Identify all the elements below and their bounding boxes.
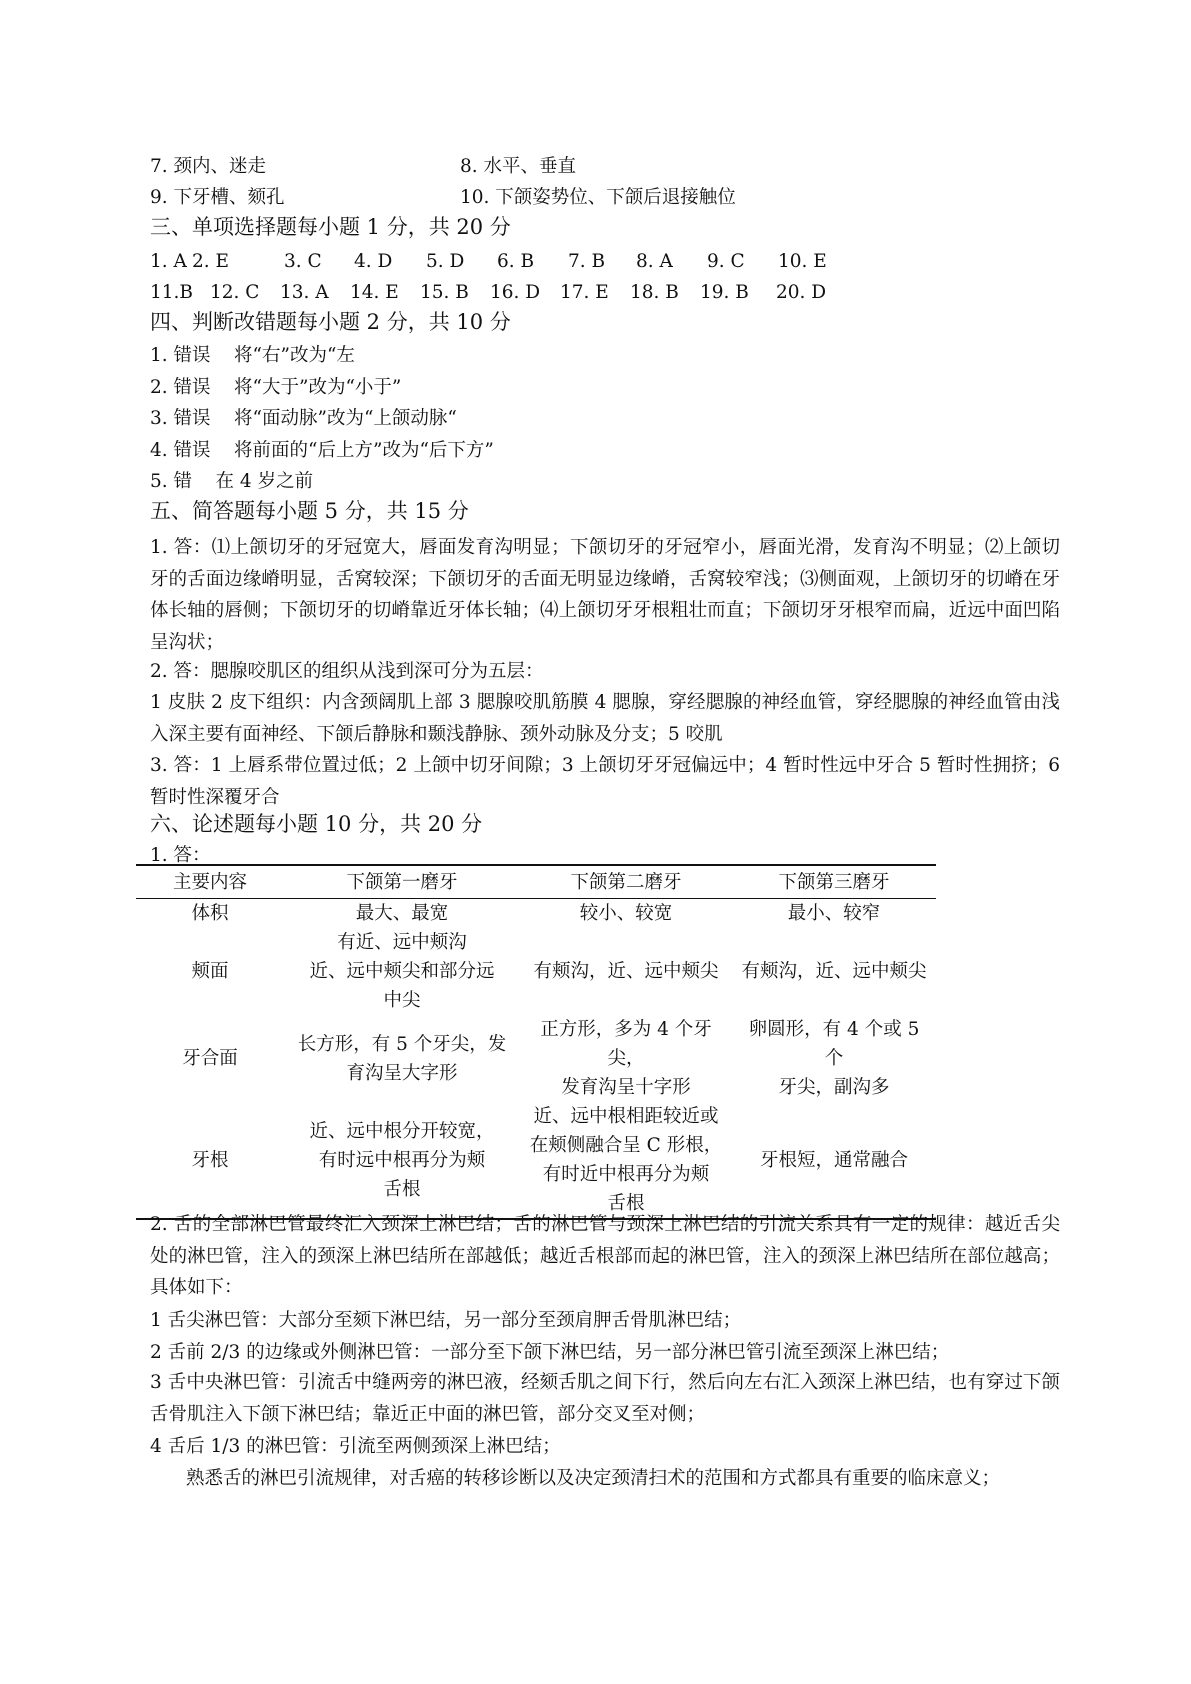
- table-header-cell: 下颌第三磨牙: [778, 871, 890, 893]
- table-row: [136, 928, 936, 1015]
- choice-answer: 14. E: [350, 282, 399, 303]
- lymph-item-4: 4 舌后 1/3 的淋巴管：引流至两侧颈深上淋巴结；: [150, 1436, 561, 1457]
- section-4-heading: 四、判断改错题每小题 2 分，共 10 分: [150, 310, 511, 334]
- table-cell: 近、远中根分开较宽， 有时远中根再分为颊 舌根: [309, 1120, 495, 1200]
- table-cell: 牙合面: [182, 1048, 238, 1069]
- table-cell: 有近、远中颊沟 近、远中颊尖和部分远 中尖: [309, 932, 495, 1011]
- short-answer-3: 3. 答：1 上唇系带位置过低；2 上颌中切牙间隙；3 上颌切牙牙冠偏远中；4 暂时性远中牙合 5 暂时性拥挤；6 暂时性深覆牙合: [150, 755, 1060, 808]
- table-cell: 长方形，有 5 个牙尖，发 育沟呈大字形: [297, 1033, 507, 1084]
- correction-answer: 2. 错误 将“大于”改为“小于”: [150, 377, 402, 398]
- choice-answer: 11.B: [150, 282, 194, 303]
- fill-in-answer-10: 10. 下颌姿势位、下颌后退接触位: [460, 187, 736, 208]
- choice-answer: 4. D: [354, 251, 393, 272]
- essay-answer-1-title: 1. 答：: [150, 845, 211, 866]
- table-cell: 颊面: [191, 961, 229, 982]
- clinical-significance: 熟悉舌的淋巴引流规律，对舌癌的转移诊断以及决定颈清扫术的范围和方式都具有重要的临床意义；: [186, 1468, 1001, 1489]
- choice-answer: 6. B: [497, 251, 535, 272]
- table-row: [136, 1015, 936, 1102]
- section-3-heading: 三、单项选择题每小题 1 分，共 20 分: [150, 215, 511, 239]
- table-cell: 有颊沟，近、远中颊尖: [741, 961, 927, 982]
- choice-answer: 5. D: [426, 251, 465, 272]
- table-cell: 体积: [191, 903, 229, 924]
- choice-answer: 8. A: [636, 251, 673, 272]
- choice-answer: 9. C: [707, 251, 745, 272]
- table-row: [136, 1102, 936, 1219]
- table-cell: 卵圆形，有 4 个或 5 个 牙尖，副沟多: [748, 1019, 920, 1098]
- choice-answer: 3. C: [284, 251, 322, 272]
- choice-answer: 1. A: [150, 251, 187, 272]
- short-answer-2-body: 1 皮肤 2 皮下组织：内含颈阔肌上部 3 腮腺咬肌筋膜 4 腮腺，穿经腮腺的神经血管，穿经腮腺的神经血管由浅入深主要有面神经、下颌后静脉和颞浅静脉、颈外动脉及分支；5 咬肌: [150, 692, 1060, 745]
- choice-answer: 16. D: [490, 282, 541, 303]
- lymph-item-2: 2 舌前 2/3 的边缘或外侧淋巴管：一部分至下颌下淋巴结，另一部分淋巴管引流至颈深上淋巴结；: [150, 1342, 950, 1363]
- choice-answer: 20. D: [776, 282, 827, 303]
- correction-answer: 3. 错误 将“面动脉”改为“上颌动脉“: [150, 408, 457, 429]
- choice-answer: 17. E: [560, 282, 609, 303]
- table-row: [136, 899, 936, 929]
- choice-answer: 12. C: [210, 282, 260, 303]
- section-5-heading: 五、简答题每小题 5 分，共 15 分: [150, 499, 469, 523]
- fill-in-answer-9: 9. 下牙槽、颏孔: [150, 187, 285, 208]
- section-6-heading: 六、论述题每小题 10 分，共 20 分: [150, 812, 483, 836]
- essay-answer-2-intro: 2. 舌的全部淋巴管最终汇入颈深上淋巴结；舌的淋巴管与颈深上淋巴结的引流关系具有一定的规律：越近舌尖处的淋巴管，注入的颈深上淋巴结所在部越低；越近舌根部而起的淋巴管，注入的颈深上淋巴结所在部位越高；具体如下：: [150, 1214, 1060, 1298]
- table-cell: 较小、较宽: [579, 903, 673, 924]
- table-header-cell: 主要内容: [172, 871, 247, 893]
- fill-in-answer-8: 8. 水平、垂直: [460, 156, 577, 177]
- choice-answer: 10. E: [778, 251, 827, 272]
- table-cell: 牙根: [191, 1149, 229, 1171]
- short-answer-2-title: 2. 答：腮腺咬肌区的组织从浅到深可分为五层：: [150, 661, 544, 682]
- table-cell: 有颊沟，近、远中颊尖: [533, 961, 719, 982]
- molar-comparison-table: [136, 864, 936, 1220]
- table-header-row: [136, 865, 936, 899]
- fill-in-answer-7: 7. 颈内、迷走: [150, 156, 267, 177]
- choice-answer: 18. B: [630, 282, 679, 303]
- correction-answer: 4. 错误 将前面的“后上方”改为“后下方”: [150, 440, 494, 461]
- choice-answer: 2. E: [192, 251, 230, 272]
- lymph-item-1: 1 舌尖淋巴管：大部分至颏下淋巴结，另一部分至颈肩胛舌骨肌淋巴结；: [150, 1310, 742, 1331]
- short-answer-1: 1. 答：⑴上颌切牙的牙冠宽大，唇面发育沟明显；下颌切牙的牙冠窄小，唇面光滑，发育沟不明显；⑵上颌切牙的舌面边缘嵴明显，舌窝较深；下颌切牙的舌面无明显边缘嵴，舌窝较窄浅；⑶侧面观，上颌切牙的切嵴在牙体长轴的唇侧；下颌切牙的切嵴靠近牙体长轴；⑷上颌切牙牙根粗壮而直；下颌切牙牙根窄而扁，近远中面凹陷呈沟状；: [150, 537, 1060, 653]
- table-cell: 正方形，多为 4 个牙尖， 发育沟呈十字形: [540, 1019, 712, 1098]
- choice-answer: 7. B: [568, 251, 606, 272]
- correction-answer: 5. 错 在 4 岁之前: [150, 471, 314, 492]
- table-cell: 最大、最宽: [355, 903, 449, 924]
- table-header-cell: 下颌第二磨牙: [570, 871, 682, 893]
- table-cell: 近、远中根相距较近或 在颊侧融合呈 C 形根， 有时近中根再分为颊 舌根: [529, 1106, 723, 1214]
- table-cell: 最小、较窄: [787, 903, 881, 924]
- table-cell: 牙根短，通常融合: [759, 1149, 908, 1171]
- lymph-item-3: 3 舌中央淋巴管：引流舌中缝两旁的淋巴液，经颏舌肌之间下行，然后向左右汇入颈深上淋巴结，也有穿过下颌舌骨肌注入下颌下淋巴结；靠近正中面的淋巴管，部分交叉至对侧；: [150, 1372, 1060, 1425]
- choice-answer: 19. B: [700, 282, 749, 303]
- choice-answer: 15. B: [420, 282, 469, 303]
- table-header-cell: 下颌第一磨牙: [346, 871, 458, 893]
- choice-answer: 13. A: [280, 282, 329, 303]
- correction-answer: 1. 错误 将“右”改为“左: [150, 345, 355, 366]
